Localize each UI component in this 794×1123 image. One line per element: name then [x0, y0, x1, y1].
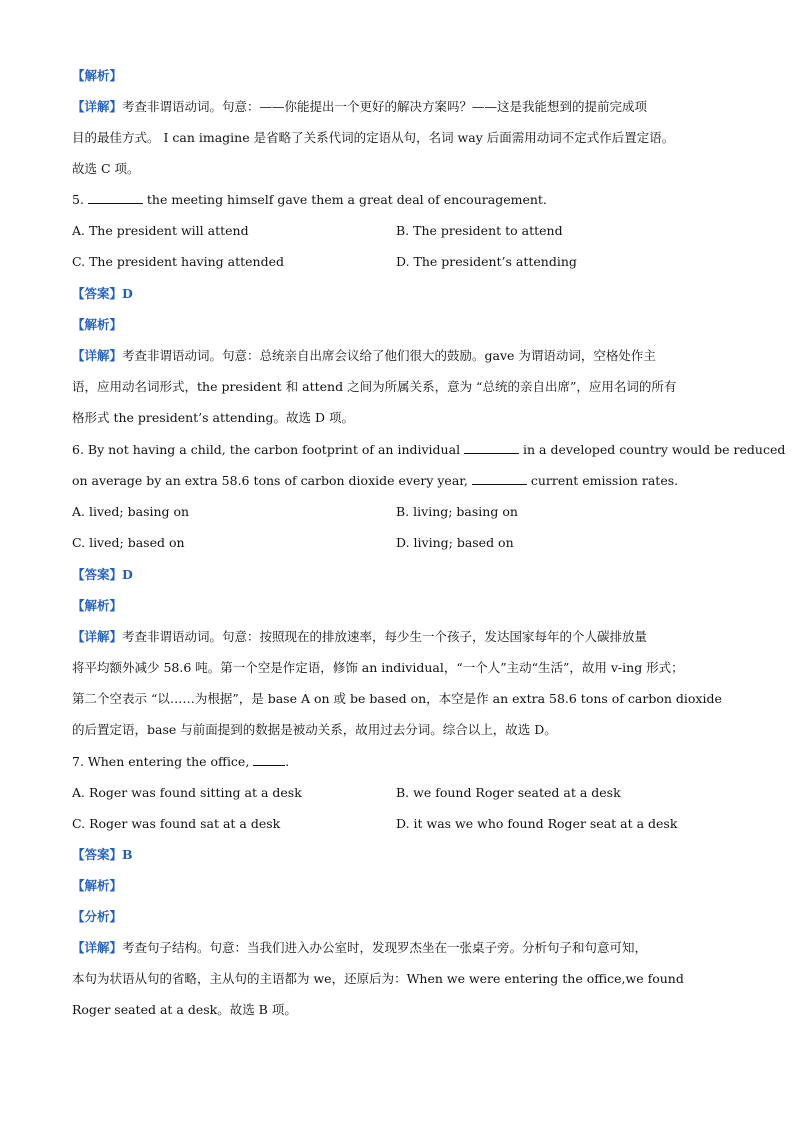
q5-stem [72, 190, 547, 210]
q6-xiangjie-line3: 第二个空表示 “以……为根据”，是 base A on 或 be based on，本空是作 an extra 58.6 tons of carbon dioxide [72, 691, 722, 706]
q6-jiexi-tag: 【解析】 [72, 598, 123, 613]
q5-jiexi-tag: 【解析】 [72, 317, 123, 332]
q7-xiangjie-tag: 【详解】 [72, 940, 123, 955]
q7-jiexi-tag: 【解析】 [72, 878, 123, 893]
q6-stem-1a: 6. By not having a child, the carbon footprint of an individual [72, 442, 461, 457]
q6-text-1: 考查非谓语动词。句意：按照现在的排放速率，每少生一个孩子，发达国家每年的个人碳排放量 [122, 629, 648, 644]
q6-option-c: C. lived; based on [72, 535, 185, 550]
q5-option-a: A. The president will attend [72, 223, 249, 238]
q4-xiangjie-line1 [72, 97, 647, 117]
q6-xiangjie-tag: 【详解】 [72, 629, 123, 644]
q6-stem-line2 [72, 471, 678, 491]
q5-number: 5. [72, 192, 84, 207]
q6-xiangjie-line1 [72, 627, 647, 647]
q7-xiangjie-line2: 本句为状语从句的省略，主从句的主语都为 we，还原后为：When we were entering the office,we found [72, 971, 684, 986]
q7-text-1: 考查句子结构。句意：当我们进入办公室时，发现罗杰坐在一张桌子旁。分析句子和句意可知， [122, 940, 648, 955]
q7-xiangjie-line3: Roger seated at a desk。故选 B 项。 [72, 1002, 297, 1017]
q7-option-c: C. Roger was found sat at a desk [72, 816, 281, 831]
q5-option-d: D. The president’s attending [396, 254, 577, 269]
q6-option-d: D. living; based on [396, 535, 514, 550]
q6-stem-2b: current emission rates. [530, 473, 679, 488]
q5-option-b: B. The president to attend [396, 223, 563, 238]
q4-jiexi-tag: 【解析】 [72, 68, 123, 83]
q7-option-a: A. Roger was found sitting at a desk [72, 785, 302, 800]
q7-xiangjie-line1 [72, 938, 647, 958]
q5-xiangjie-line3: 格形式 the president’s attending。故选 D 项。 [72, 410, 355, 425]
q7-option-b: B. we found Roger seated at a desk [396, 785, 621, 800]
q7-stem-end: . [285, 754, 290, 769]
q6-stem-1b: in a developed country would be reduced [523, 442, 786, 457]
q6-stem-2a: on average by an extra 58.6 tons of carbon dioxide every year, [72, 473, 468, 488]
q5-answer: 【答案】D [72, 286, 133, 301]
q6-option-b: B. living; basing on [396, 504, 518, 519]
q5-option-c: C. The president having attended [72, 254, 284, 269]
q5-stem-text: the meeting himself gave them a great deal of encouragement. [146, 192, 547, 207]
q5-xiangjie-tag: 【详解】 [72, 348, 123, 363]
q6-answer: 【答案】D [72, 567, 133, 582]
q6-blank-1 [464, 440, 519, 454]
q5-text-1: 考查非谓语动词。句意：总统亲自出席会议给了他们很大的鼓励。gave 为谓语动词，空格处作主 [122, 348, 656, 363]
q7-blank [253, 752, 285, 766]
q5-xiangjie-line1 [72, 346, 656, 366]
q6-option-a: A. lived; basing on [72, 504, 190, 519]
q6-stem-line1 [72, 440, 785, 460]
q7-answer: 【答案】B [72, 847, 133, 862]
q7-stem [72, 752, 289, 772]
q7-option-d: D. it was we who found Roger seat at a desk [396, 816, 678, 831]
q6-xiangjie-line4: 的后置定语，base 与前面提到的数据是被动关系，故用过去分词。综合以上，故选 D。 [72, 722, 557, 737]
q4-xiangjie-line2: 目的最佳方式。 I can imagine 是省略了关系代词的定语从句，名词 way 后面需用动词不定式作后置定语。 [72, 130, 675, 145]
q4-xiangjie-line3: 故选 C 项。 [72, 161, 140, 176]
q5-xiangjie-line2: 语，应用动名词形式，the president 和 attend 之间为所属关系，意为 “总统的亲自出席”，应用名词的所有 [72, 379, 677, 394]
q7-stem-text: 7. When entering the office, [72, 754, 250, 769]
q4-text-1: 考查非谓语动词。句意：——你能提出一个更好的解决方案吗？——这是我能想到的提前完成项 [122, 99, 648, 114]
q5-blank [88, 190, 143, 204]
q6-xiangjie-line2: 将平均额外减少 58.6 吨。第一个空是作定语，修饰 an individual，“一个人”主动“生活”，故用 v-ing 形式； [72, 660, 684, 675]
q4-xiangjie-tag: 【详解】 [72, 99, 123, 114]
q7-fenxi-tag: 【分析】 [72, 909, 123, 924]
q6-blank-2 [472, 471, 527, 485]
